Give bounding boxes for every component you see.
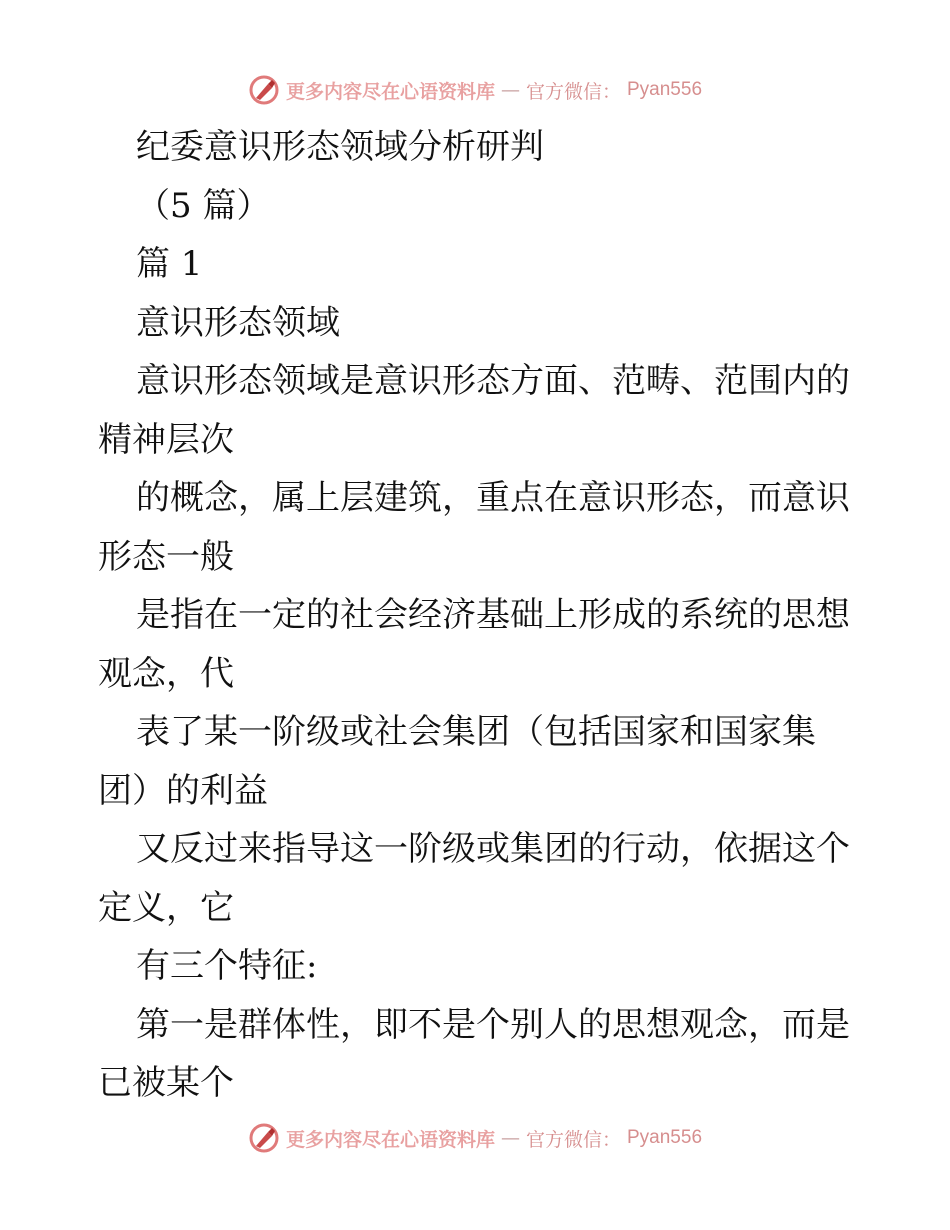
document-title: 纪委意识形态领域分析研判: [136, 127, 544, 167]
banner-wechat-label: 官方微信：: [525, 80, 621, 103]
paragraph-line: 团）的利益: [98, 770, 268, 811]
paragraph-line: 观念，代: [98, 653, 234, 694]
paragraph-line: 第一是群体性，即不是个别人的思想观念，而是: [136, 1004, 850, 1045]
paragraph-line: 表了某一阶级或社会集团（包括国家和国家集: [136, 712, 816, 752]
paragraph-line: 的概念，属上层建筑，重点在意识形态，而意识: [136, 478, 850, 518]
banner-site-text: 更多内容尽在心语资料库: [285, 1128, 495, 1151]
banner-separator: —: [500, 79, 520, 101]
banner-site-text: 更多内容尽在心语资料库: [285, 80, 495, 103]
paragraph-line: 又反过来指导这一阶级或集团的行动，依据这个: [136, 829, 850, 869]
paragraph-line: 已被某个: [98, 1063, 234, 1103]
banner-wechat-id: Pyan556: [627, 1127, 703, 1148]
banner-wechat-id: Pyan556: [627, 79, 703, 100]
paragraph-line: 精神层次: [98, 419, 234, 460]
document-subtitle: （5 篇）: [136, 185, 271, 226]
section-label: 篇 1: [136, 244, 203, 284]
banner-wechat-label: 官方微信：: [525, 1128, 621, 1151]
pen-logo-icon: [248, 1122, 280, 1154]
document-body: [98, 118, 858, 1113]
footer-watermark-banner: [0, 1118, 950, 1158]
paragraph-line: 是指在一定的社会经济基础上形成的系统的思想: [136, 595, 850, 635]
pen-logo-icon: [248, 74, 280, 106]
header-watermark-banner: [0, 70, 950, 110]
paragraph-line: 形态一般: [98, 536, 234, 577]
paragraph-line: 有三个特征:: [136, 946, 318, 986]
banner-separator: —: [500, 1127, 520, 1149]
paragraph-line: 定义，它: [98, 887, 234, 928]
paragraph-line: 意识形态领域是意识形态方面、范畴、范围内的: [136, 361, 850, 401]
section-heading: 意识形态领域: [136, 302, 340, 343]
